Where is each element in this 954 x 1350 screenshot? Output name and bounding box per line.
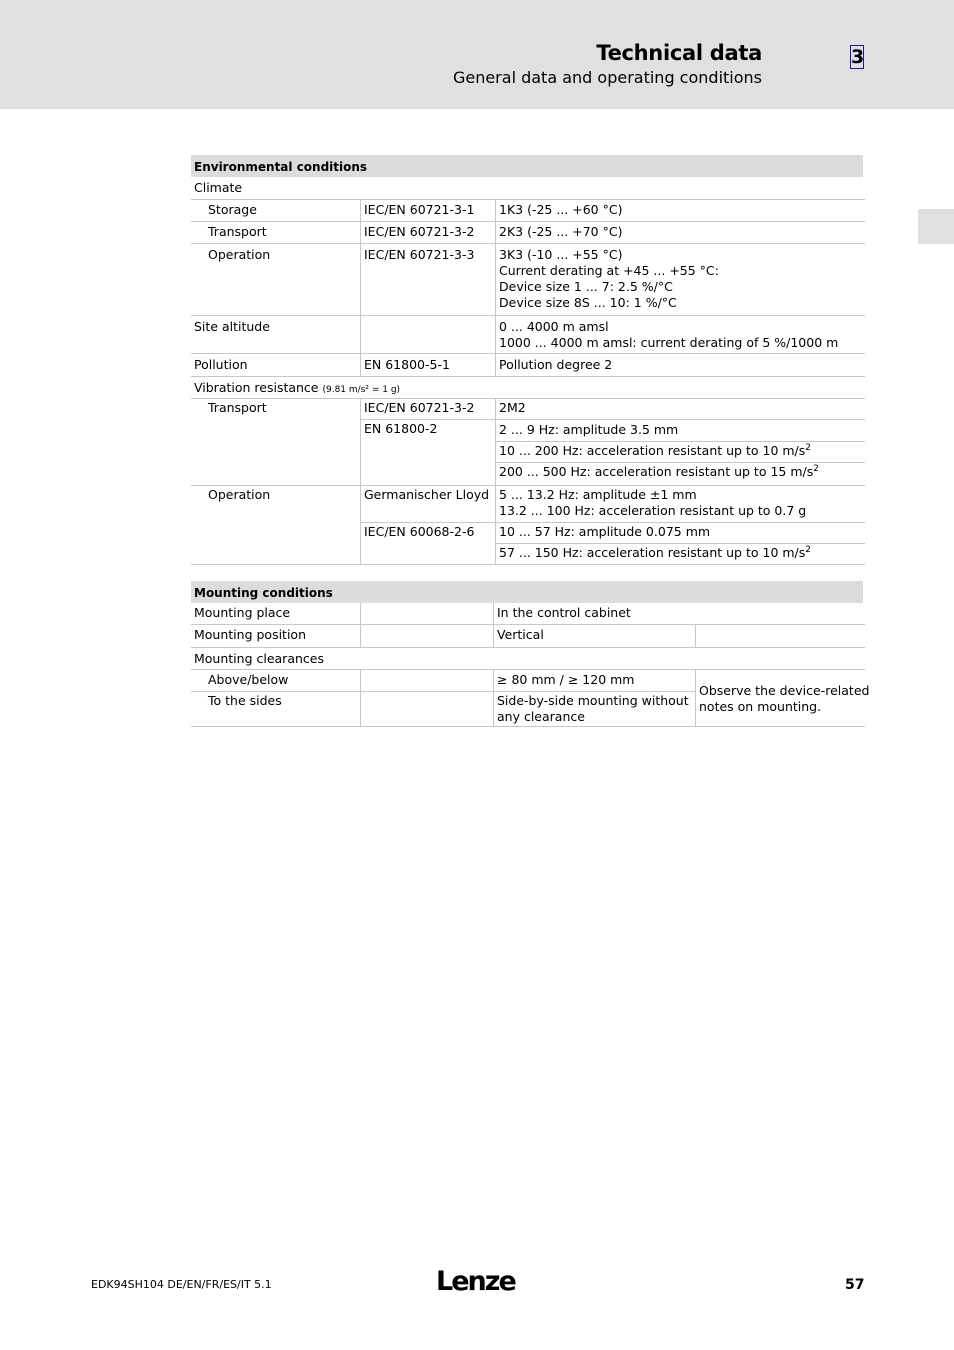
- lenze-logo: [436, 1266, 516, 1300]
- mounting-place-row: Mounting place In the control cabinet: [191, 603, 865, 625]
- page-header: [0, 0, 954, 109]
- mounting-conditions-table: [191, 581, 870, 727]
- page-title: Technical data: [596, 41, 762, 65]
- transport-row: Transport IEC/EN 60721-3-2 2K3 (-25 ... +70 °C): [191, 222, 865, 244]
- vibration-row: Vibration resistance (9.81 m/s² = 1 g): [191, 377, 865, 399]
- chapter-side-tab: [918, 209, 954, 244]
- table-header: Environmental conditions: [191, 155, 863, 177]
- page-number: 57: [845, 1277, 865, 1293]
- pollution-row: Pollution EN 61800-5-1 Pollution degree 2: [191, 354, 865, 377]
- vibration-operation-row: Operation Germanischer Lloyd IEC/EN 60068-2-6 5 ... 13.2 Hz: amplitude ±1 mm 13.2 ... 100 Hz: acceleration resistant up to 0.7 g 10 ... 57 Hz: amplitude 0.075 mm 57 ... 150 Hz: acceleration resistant up to 10 $m/s^2$: [191, 486, 865, 565]
- operation-row: Operation IEC/EN 60721-3-3 3K3 (-10 ... +55 °C) Current derating at +45 ... +55 °C: Device size 1 ... 7: 2.5 %/°C Device size 8S ... 10: 1 %/°C: [191, 244, 865, 316]
- vibration-transport-row: Transport IEC/EN 60721-3-2 EN 61800-2 2M2 2 ... 9 Hz: amplitude 3.5 mm 10 ... 200 Hz: acceleration resistant up to 10 $m/s^2$ 200 ... 500 Hz: acceleration resistant up to 15 $m/s^2$: [191, 399, 865, 486]
- table-header: Mounting conditions: [191, 581, 863, 603]
- logo-wordmark: Lenze: [436, 1266, 515, 1296]
- mounting-position-row: Mounting position Vertical: [191, 625, 865, 648]
- environmental-conditions-table: [191, 155, 865, 565]
- climate-row: Climate: [191, 177, 865, 200]
- mounting-note: Observe the device-related notes on mounting.: [695, 670, 865, 726]
- mounting-clearances-row: Mounting clearances: [191, 648, 865, 670]
- clearances-group: [191, 670, 870, 727]
- site-altitude-row: Site altitude 0 ... 4000 m amsl 1000 ... 4000 m amsl: current derating of 5 %/1000 m: [191, 316, 865, 354]
- to-the-sides-row: To the sides Side-by-side mounting without any clearance: [191, 692, 695, 726]
- above-below-row: Above/below ≥ 80 mm / ≥ 120 mm: [191, 670, 695, 692]
- chapter-number[interactable]: 3: [851, 46, 865, 68]
- page-subtitle: General data and operating conditions: [452, 68, 762, 87]
- document-code: EDK94SH104 DE/EN/FR/ES/IT 5.1: [91, 1278, 272, 1291]
- storage-row: Storage IEC/EN 60721-3-1 1K3 (-25 ... +60 °C): [191, 200, 865, 222]
